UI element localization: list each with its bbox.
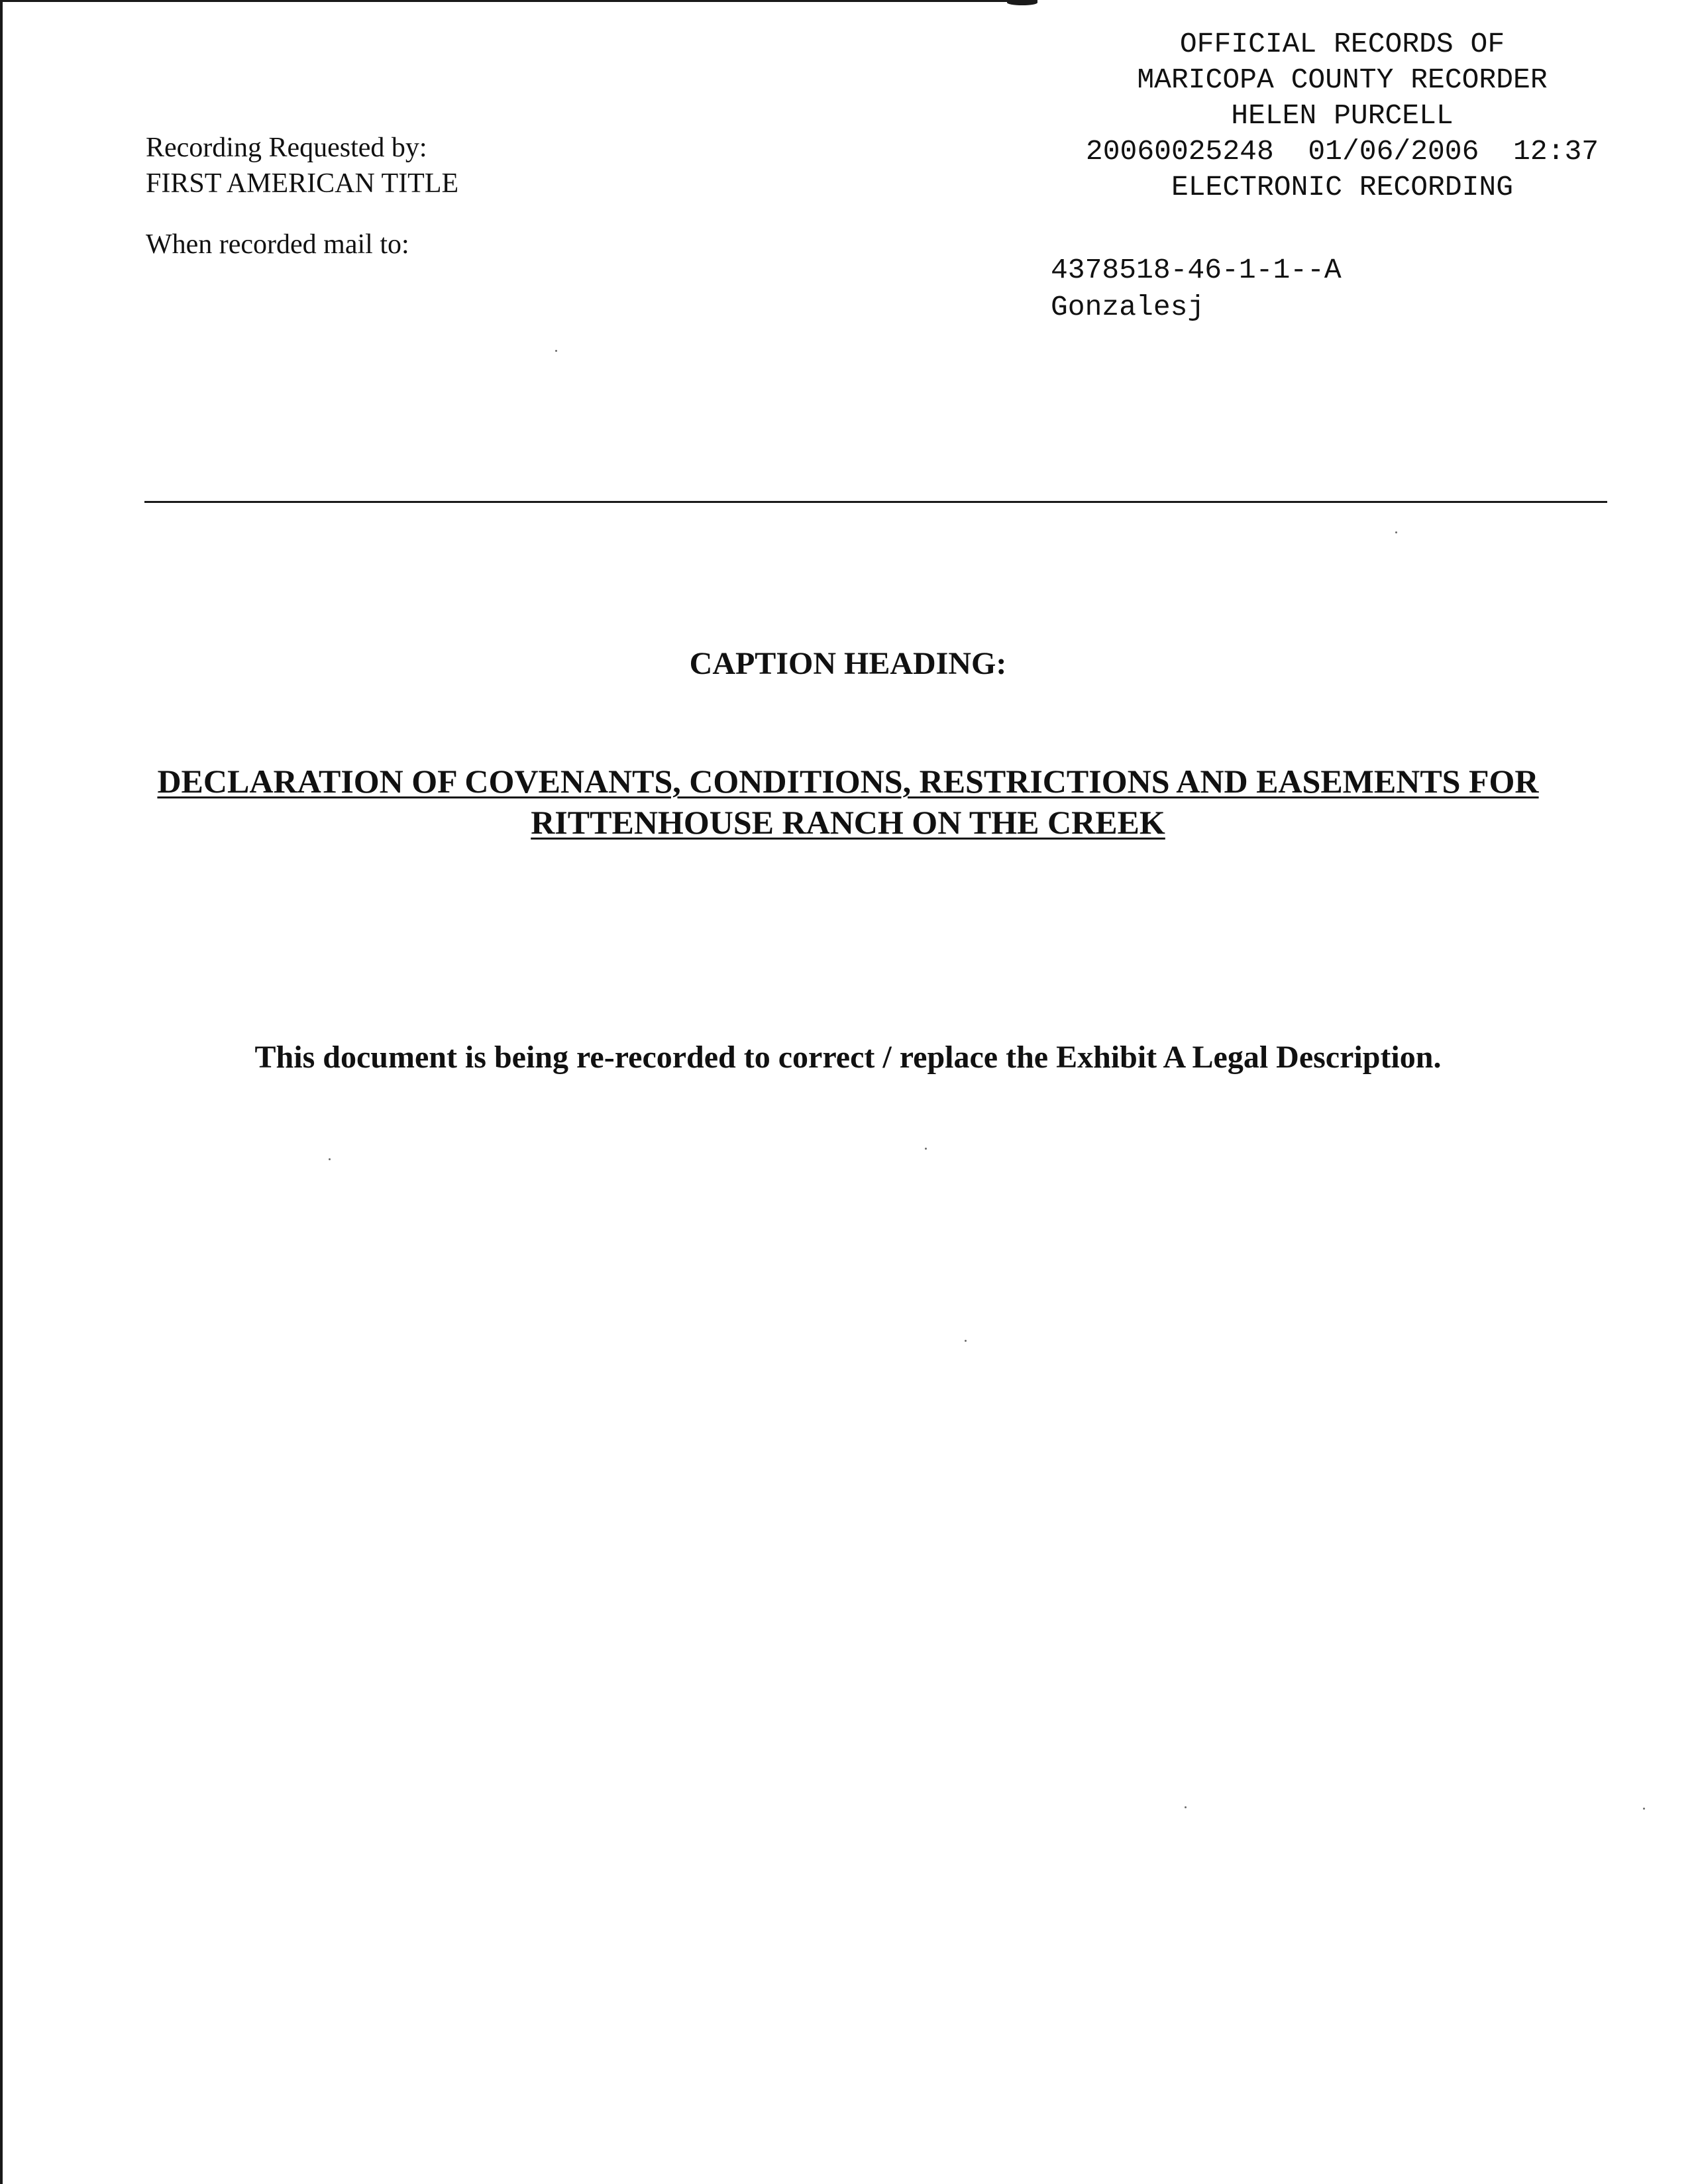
recording-info: [146, 130, 458, 262]
scan-speck: [1395, 531, 1397, 533]
stamp-line-5: ELECTRONIC RECORDING: [1171, 171, 1514, 203]
re-recording-notice: This document is being re-recorded to correct / replace the Exhibit A Legal Description.: [254, 1040, 1442, 1075]
scan-edge-top: [0, 0, 1034, 2]
recorder-stamp: [1051, 27, 1634, 205]
stamp-line-2: MARICOPA COUNTY RECORDER: [1137, 64, 1548, 96]
scan-speck: [329, 1158, 331, 1160]
stamp-line-1: OFFICIAL RECORDS OF: [1179, 28, 1505, 60]
header-divider: [144, 501, 1607, 503]
stamp-line-3: HELEN PURCELL: [1231, 99, 1454, 132]
recording-requested-label: Recording Requested by:: [146, 133, 427, 163]
mail-to-label: When recorded mail to:: [146, 229, 409, 260]
document-title-line-1: DECLARATION OF COVENANTS, CONDITIONS, RESTRICTIONS AND EASEMENTS FOR: [157, 763, 1539, 800]
document-title: [132, 761, 1564, 843]
scan-speck: [1643, 1808, 1645, 1810]
scan-speck: [1185, 1806, 1187, 1808]
scan-edge-left: [0, 0, 3, 2184]
scan-blob: [1007, 0, 1037, 5]
scan-speck: [965, 1340, 967, 1342]
document-title-line-2: RITTENHOUSE RANCH ON THE CREEK: [531, 804, 1165, 841]
recording-reference: [1051, 252, 1342, 326]
scan-speck: [925, 1148, 927, 1150]
scan-speck: [555, 350, 557, 352]
clerk-name: Gonzalesj: [1051, 291, 1205, 323]
reference-number: 4378518-46-1-1--A: [1051, 254, 1342, 286]
recording-requested-by: FIRST AMERICAN TITLE: [146, 168, 459, 199]
stamp-line-4: 20060025248 01/06/2006 12:37: [1085, 135, 1599, 168]
caption-heading: CAPTION HEADING:: [689, 646, 1007, 681]
